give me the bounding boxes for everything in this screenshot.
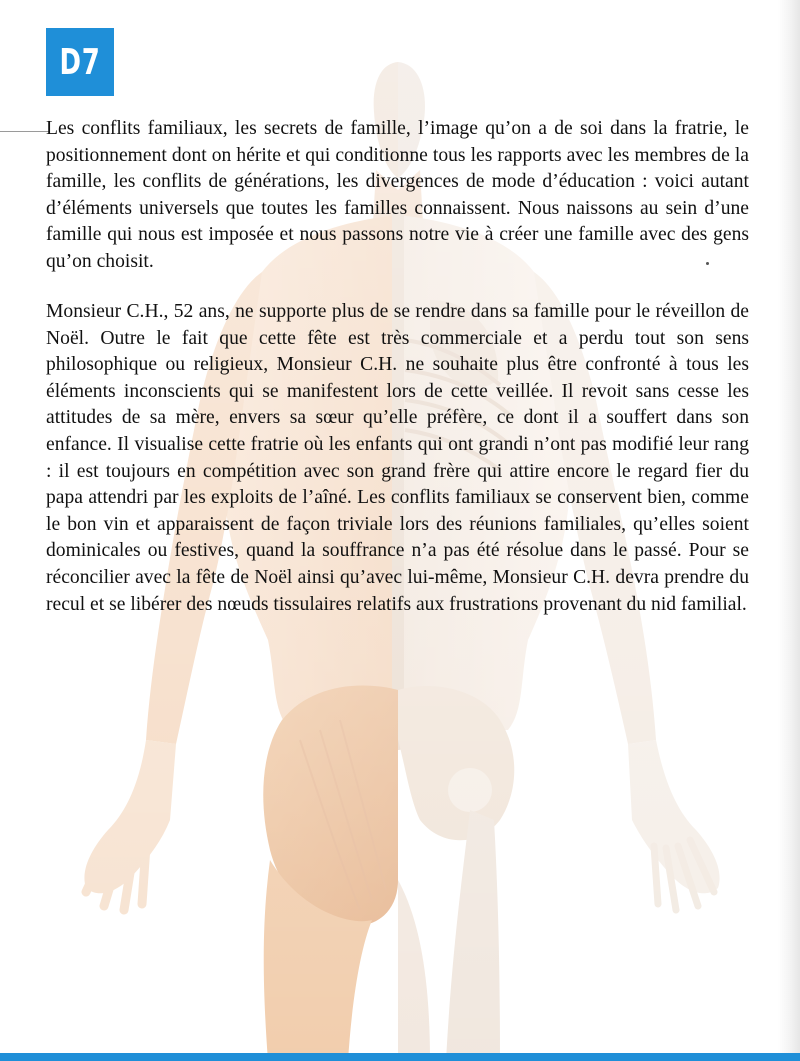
paragraph-case-study: Monsieur C.H., 52 ans, ne supporte plus de se rendre dans sa famille pour le réveillon de Noël. Outre le fait que cette fête est très commerciale et a perdu tout son sens philosophique ou religieux, Monsieur C.H. ne souhaite plus être confronté à tous les éléments inconscients qui se manifestent lors de cette veillée. Il revoit sans cesse les attitudes de sa mère, envers sa sœur qu’elle préfère, ce dont il a souffert dans son enfance. Il visualise cette fratrie où les enfants qui ont grandi n’ont pas modifié leur rang : il est toujours en compétition avec son grand frère qui attire encore le regard fier du papa attendri par les exploits de l’aîné. Les conflits familiaux se conservent bien, comme le bon vin et apparaissent de façon triviale lors des réunions familiales, qu’elles soient dominicales ou festives, quand la souffrance n’a pas été résolue dans le passé. Pour se réconcilier avec la fête de Noël ainsi qu’avec lui-même, Monsieur C.H. devra prendre du recul et se libérer des nœuds tissulaires relatifs aux frustrations provenant du nid familial. — [46, 301, 749, 615]
card-edge-shadow — [778, 0, 800, 1061]
bottom-accent-bar — [0, 1053, 800, 1061]
divider-line — [0, 131, 50, 132]
card-code-badge — [46, 28, 114, 96]
card-code: D7 — [59, 42, 101, 83]
ink-dot — [706, 262, 709, 265]
paragraph-intro: Les conflits familiaux, les secrets de famille, l’image qu’on a de soi dans la fratrie, le positionnement dont on hérite et qui conditionne tous les rapports avec les membres de la famille, les conflits de générations, les divergences de mode d’éducation : voici autant d’éléments universels que toutes les familles connaissent. Nous naissons au sein d’une famille qui nous est imposée et nous passons notre vie à créer une famille avec des gens qu’on choisit. — [46, 118, 749, 272]
